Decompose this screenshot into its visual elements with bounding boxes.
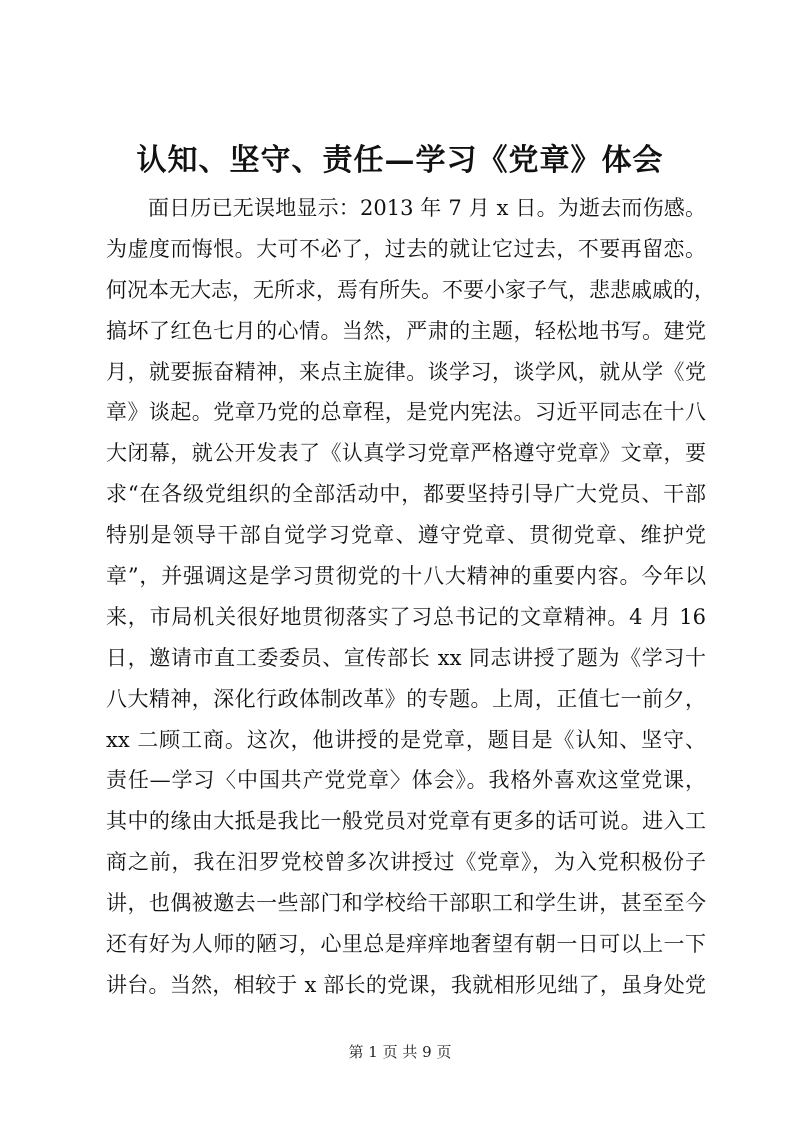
- text-line: 讲，也偶被邀去一些部门和学校给干部职工和学生讲，甚至至今: [106, 891, 706, 916]
- text-line: 搞坏了红色七月的心情。当然，严肃的主题，轻松地书写。建党: [106, 318, 706, 343]
- text-line: xx 二顾工商。这次，他讲授的是党章，题目是《认知、坚守、: [106, 727, 706, 752]
- text-line: 来，市局机关很好地贯彻落实了习总书记的文章精神。4 月 16: [106, 604, 706, 629]
- page-number-footer: 第 1 页 共 9 页: [348, 1043, 452, 1061]
- text-line: 何况本无大志，无所求，焉有所失。不要小家子气，悲悲戚戚的，: [106, 277, 715, 302]
- text-line: 月，就要振奋精神，来点主旋律。谈学习，谈学风，就从学《党: [106, 359, 706, 384]
- document-title: 认知、坚守、责任—学习《党章》体会: [136, 143, 664, 178]
- text-line: 讲台。当然，相较于 x 部长的党课，我就相形见绌了，虽身处党: [106, 972, 706, 997]
- text-line: 还有好为人师的陋习，心里总是痒痒地奢望有朝一日可以上一下: [106, 932, 706, 957]
- text-line: 求“在各级党组织的全部活动中，都要坚持引导广大党员、干部: [106, 482, 706, 507]
- text-line: 八大精神，深化行政体制改革》的专题。上周，正值七一前夕，: [106, 686, 706, 711]
- text-line: 特别是领导干部自觉学习党章、遵守党章、贯彻党章、维护党: [106, 523, 706, 548]
- text-line: 商之前，我在汨罗党校曾多次讲授过《党章》，为入党积极份子: [106, 850, 706, 875]
- text-line: 日，邀请市直工委委员、宣传部长 xx 同志讲授了题为《学习十: [106, 645, 706, 670]
- text-line: 章》谈起。党章乃党的总章程，是党内宪法。习近平同志在十八: [106, 400, 706, 425]
- text-line: 责任—学习〈中国共产党党章〉体会》。我格外喜欢这堂党课，: [106, 768, 706, 793]
- text-line: 为虚度而悔恨。大可不必了，过去的就让它过去，不要再留恋。: [106, 236, 706, 261]
- text-line: 其中的缘由大抵是我比一般党员对党章有更多的话可说。进入工: [106, 809, 706, 834]
- text-line: 大闭幕，就公开发表了《认真学习党章严格遵守党章》文章，要: [106, 441, 706, 466]
- text-line: 章”，并强调这是学习贯彻党的十八大精神的重要内容。今年以: [106, 564, 706, 589]
- body-paragraph: [106, 188, 715, 1006]
- text-line: 面日历已无误地显示：2013 年 7 月 x 日。为逝去而伤感。: [148, 196, 706, 220]
